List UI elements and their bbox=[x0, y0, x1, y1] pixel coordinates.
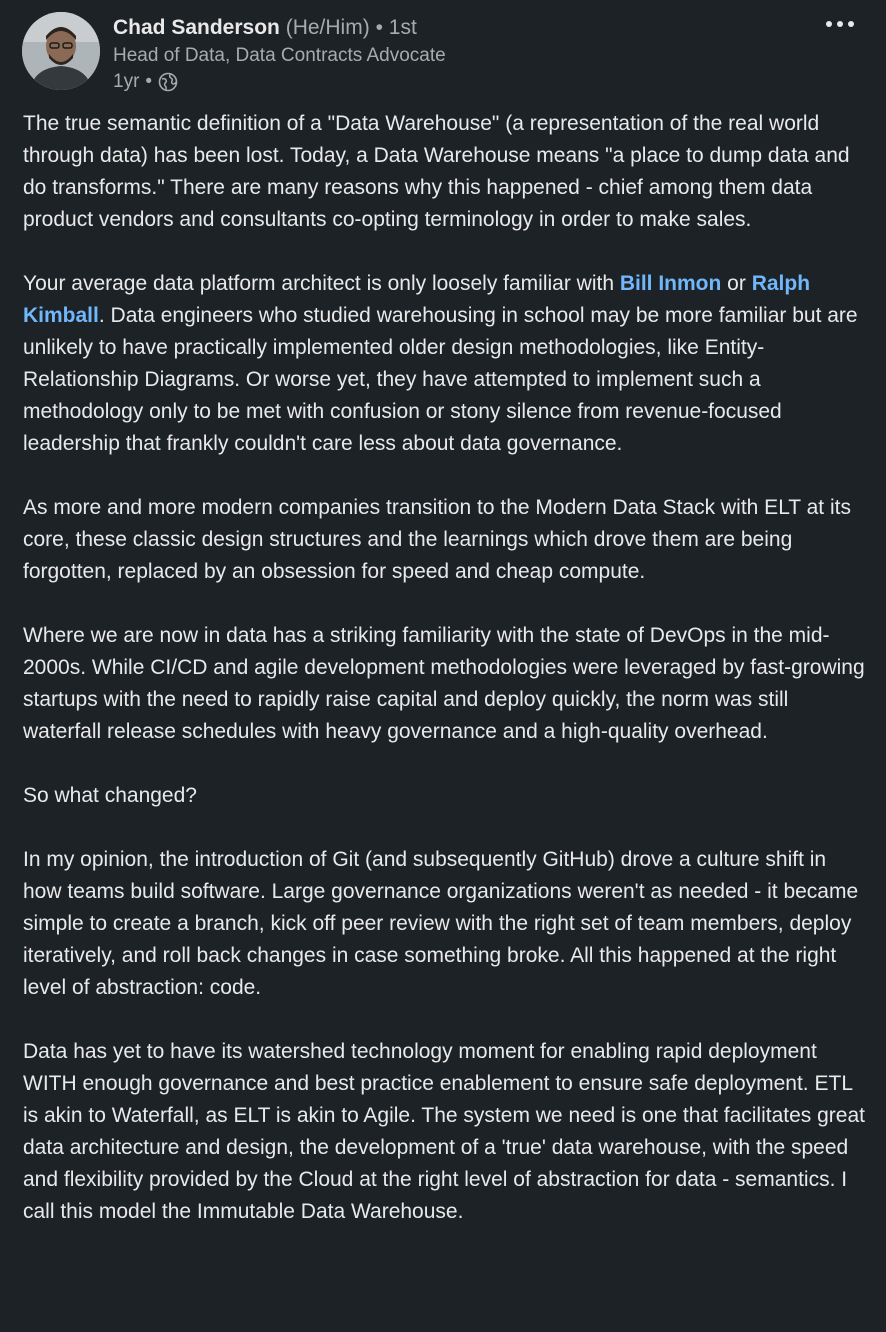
globe-icon bbox=[158, 72, 178, 92]
post-paragraph-3: As more and more modern companies transition to the Modern Data Stack with ELT at its core, these classic design structures and the learnings which drove them are being forgotten, replaced by an obsession for speed and cheap compute. bbox=[23, 496, 851, 583]
author-avatar[interactable] bbox=[22, 12, 100, 90]
post-age: 1yr bbox=[113, 71, 140, 92]
author-pronouns: (He/Him) bbox=[285, 16, 370, 39]
post-paragraph-1: The true semantic definition of a "Data Warehouse" (a representation of the real world through data) has been lost. Today, a Data Warehouse means "a place to dump data and do transforms." There are many reasons why this happened - chief among them data product vendors and consultants co-opting terminology in order to make sales. bbox=[23, 112, 850, 231]
degree-separator: • bbox=[375, 16, 383, 39]
connection-degree: 1st bbox=[388, 16, 417, 39]
mention-ralph-kimball[interactable]: Ralph Kimball bbox=[23, 272, 811, 327]
post-paragraph-7: Data has yet to have its watershed technology moment for enabling rapid deployment WITH enough governance and best practice enablement to ensure safe deployment. ETL is akin to Waterfall, as ELT is akin to Agile. The system we need is one that facilitates great data architecture and design, the development of a 'true' data warehouse, with the speed and flexibility provided by the Cloud at the right level of abstraction for data - semantics. I call this model the Immutable Data Warehouse. bbox=[23, 1040, 865, 1223]
post-meta bbox=[113, 70, 178, 94]
post-paragraph-2 bbox=[23, 268, 868, 460]
author-line bbox=[113, 15, 417, 41]
more-horizontal-icon bbox=[826, 21, 832, 27]
post-paragraph-2-end: . Data engineers who studied warehousing in school may be more familiar but are unlikely to have practically implemented older design methodologies, like Entity-Relationship Diagrams. Or worse yet, they have attempted to implement such a methodology only to be met with confusion or stony silence from revenue-focused leadership that frankly couldn't care less about data governance. bbox=[23, 304, 858, 455]
profile-photo-icon bbox=[22, 12, 100, 90]
more-dot bbox=[848, 21, 854, 27]
post-paragraph-5: So what changed? bbox=[23, 784, 197, 807]
more-dot bbox=[837, 21, 843, 27]
post-paragraph-2-start: Your average data platform architect is only loosely familiar with bbox=[23, 272, 620, 295]
post-paragraph-4: Where we are now in data has a striking familiarity with the state of DevOps in the mid-2000s. While CI/CD and agile development methodologies were leveraged by fast-growing startups with the need to rapidly raise capital and deploy quickly, the norm was still waterfall release schedules with heavy governance and a high-quality overhead. bbox=[23, 624, 865, 743]
author-name[interactable]: Chad Sanderson bbox=[113, 16, 280, 39]
mention-bill-inmon[interactable]: Bill Inmon bbox=[619, 272, 722, 295]
post-paragraph-6: In my opinion, the introduction of Git (and subsequently GitHub) drove a culture shift in how teams build software. Large governance organizations weren't as needed - it became simple to create a branch, kick off peer review with the right set of team members, deploy iteratively, and roll back changes in case something broke. All this happened at the right level of abstraction: code. bbox=[23, 848, 859, 999]
post-header bbox=[0, 0, 886, 110]
author-headline: Head of Data, Data Contracts Advocate bbox=[113, 45, 446, 66]
post-body bbox=[23, 108, 868, 1260]
more-options-button[interactable] bbox=[820, 14, 860, 34]
post-paragraph-2-or: or bbox=[721, 272, 752, 295]
meta-separator: • bbox=[145, 71, 153, 92]
